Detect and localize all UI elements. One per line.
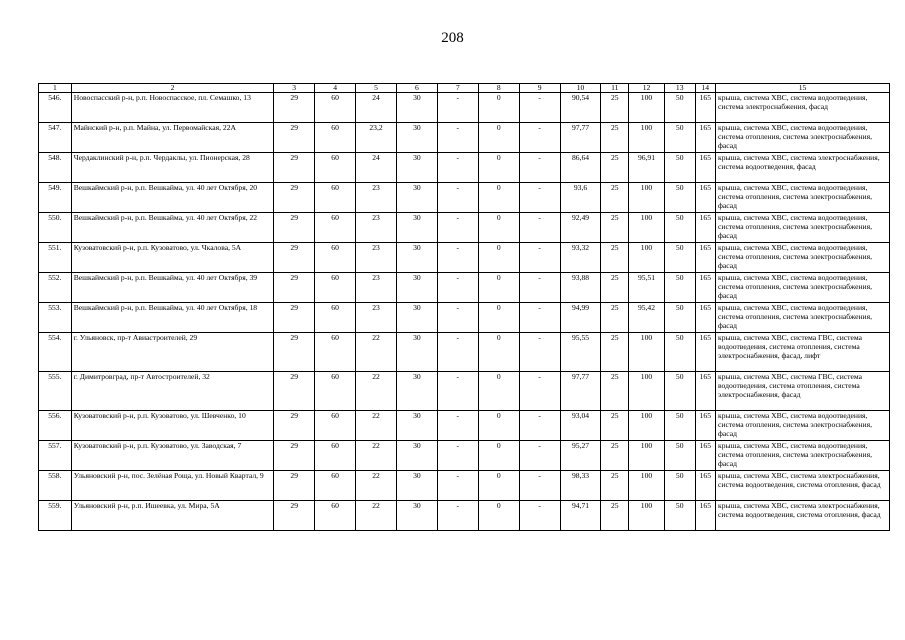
address-cell: Майнский р-н, р.п. Майна, ул. Первомайская, 22А bbox=[71, 123, 274, 153]
housing-repair-table bbox=[38, 83, 890, 531]
value-cell-c9: - bbox=[519, 411, 560, 441]
value-cell-c8: 0 bbox=[478, 303, 519, 333]
value-cell-c4: 60 bbox=[315, 303, 356, 333]
table-row bbox=[39, 93, 890, 123]
value-cell-c7: - bbox=[437, 93, 478, 123]
value-cell-c11: 25 bbox=[601, 183, 629, 213]
value-cell-c10: 97,77 bbox=[560, 372, 601, 411]
works-cell: крыша, система ХВС, система водоотведения, система отопления, система электроснабжения, фасад bbox=[716, 411, 890, 441]
header-cell: 15 bbox=[716, 84, 890, 93]
value-cell-c7: - bbox=[437, 243, 478, 273]
value-cell-c6: 30 bbox=[396, 123, 437, 153]
works-cell: крыша, система ХВС, система водоотведения, система отопления, система электроснабжения, фасад bbox=[716, 303, 890, 333]
value-cell-c8: 0 bbox=[478, 333, 519, 372]
row-number: 549. bbox=[39, 183, 72, 213]
value-cell-c4: 60 bbox=[315, 213, 356, 243]
value-cell-c7: - bbox=[437, 153, 478, 183]
table-row bbox=[39, 333, 890, 372]
value-cell-c12: 100 bbox=[629, 372, 665, 411]
value-cell-c11: 25 bbox=[601, 273, 629, 303]
header-cell: 7 bbox=[437, 84, 478, 93]
address-cell: Вешкаймский р-н, р.п. Вешкайма, ул. 40 лет Октября, 20 bbox=[71, 183, 274, 213]
row-number: 546. bbox=[39, 93, 72, 123]
value-cell-c5: 23 bbox=[356, 303, 397, 333]
value-cell-c7: - bbox=[437, 471, 478, 501]
row-number: 553. bbox=[39, 303, 72, 333]
value-cell-c8: 0 bbox=[478, 501, 519, 531]
value-cell-c5: 24 bbox=[356, 93, 397, 123]
row-number: 554. bbox=[39, 333, 72, 372]
value-cell-c3: 29 bbox=[274, 441, 315, 471]
works-cell: крыша, система ХВС, система водоотведения, система отопления, система электроснабжения, фасад bbox=[716, 273, 890, 303]
value-cell-c5: 23 bbox=[356, 213, 397, 243]
works-cell: крыша, система ХВС, система водоотведения, система отопления, система электроснабжения, фасад bbox=[716, 123, 890, 153]
value-cell-c4: 60 bbox=[315, 153, 356, 183]
header-cell: 11 bbox=[601, 84, 629, 93]
value-cell-c8: 0 bbox=[478, 243, 519, 273]
row-number: 556. bbox=[39, 411, 72, 441]
value-cell-c6: 30 bbox=[396, 471, 437, 501]
value-cell-c7: - bbox=[437, 183, 478, 213]
value-cell-c12: 100 bbox=[629, 213, 665, 243]
value-cell-c13: 50 bbox=[664, 153, 695, 183]
value-cell-c11: 25 bbox=[601, 501, 629, 531]
value-cell-c5: 24 bbox=[356, 153, 397, 183]
value-cell-c9: - bbox=[519, 441, 560, 471]
address-cell: Кузоватовский р-н, р.п. Кузоватово, ул. Заводская, 7 bbox=[71, 441, 274, 471]
value-cell-c10: 97,77 bbox=[560, 123, 601, 153]
value-cell-c9: - bbox=[519, 333, 560, 372]
address-cell: Вешкаймский р-н, р.п. Вешкайма, ул. 40 лет Октября, 22 bbox=[71, 213, 274, 243]
value-cell-c11: 25 bbox=[601, 123, 629, 153]
value-cell-c10: 98,33 bbox=[560, 471, 601, 501]
value-cell-c12: 100 bbox=[629, 93, 665, 123]
value-cell-c7: - bbox=[437, 303, 478, 333]
address-cell: Кузоватовский р-н, р.п. Кузоватово, ул. Шевченко, 10 bbox=[71, 411, 274, 441]
value-cell-c9: - bbox=[519, 273, 560, 303]
value-cell-c9: - bbox=[519, 123, 560, 153]
value-cell-c14: 165 bbox=[695, 153, 715, 183]
value-cell-c8: 0 bbox=[478, 123, 519, 153]
value-cell-c11: 25 bbox=[601, 411, 629, 441]
value-cell-c11: 25 bbox=[601, 93, 629, 123]
table-body bbox=[39, 84, 890, 531]
value-cell-c7: - bbox=[437, 411, 478, 441]
works-cell: крыша, система ХВС, система ГВС, система водоотведения, система отопления, система электроснабжения, фасад bbox=[716, 372, 890, 411]
value-cell-c3: 29 bbox=[274, 93, 315, 123]
address-cell: Вешкаймский р-н, р.п. Вешкайма, ул. 40 лет Октября, 39 bbox=[71, 273, 274, 303]
value-cell-c12: 100 bbox=[629, 441, 665, 471]
value-cell-c8: 0 bbox=[478, 273, 519, 303]
address-cell: Чердаклинский р-н, р.п. Чердаклы, ул. Пионерская, 28 bbox=[71, 153, 274, 183]
value-cell-c13: 50 bbox=[664, 123, 695, 153]
value-cell-c4: 60 bbox=[315, 333, 356, 372]
value-cell-c12: 100 bbox=[629, 471, 665, 501]
value-cell-c11: 25 bbox=[601, 372, 629, 411]
works-cell: крыша, система ХВС, система водоотведения, система отопления, система электроснабжения, фасад bbox=[716, 441, 890, 471]
works-cell: крыша, система ХВС, система электроснабжения, система водоотведения, фасад bbox=[716, 153, 890, 183]
value-cell-c14: 165 bbox=[695, 501, 715, 531]
value-cell-c5: 23 bbox=[356, 243, 397, 273]
works-cell: крыша, система ХВС, система водоотведения, система отопления, система электроснабжения, фасад bbox=[716, 243, 890, 273]
value-cell-c13: 50 bbox=[664, 471, 695, 501]
value-cell-c14: 165 bbox=[695, 372, 715, 411]
value-cell-c10: 93,6 bbox=[560, 183, 601, 213]
row-number: 557. bbox=[39, 441, 72, 471]
value-cell-c6: 30 bbox=[396, 372, 437, 411]
value-cell-c8: 0 bbox=[478, 441, 519, 471]
value-cell-c7: - bbox=[437, 273, 478, 303]
value-cell-c4: 60 bbox=[315, 243, 356, 273]
value-cell-c14: 165 bbox=[695, 303, 715, 333]
value-cell-c3: 29 bbox=[274, 303, 315, 333]
value-cell-c3: 29 bbox=[274, 153, 315, 183]
value-cell-c14: 165 bbox=[695, 183, 715, 213]
value-cell-c14: 165 bbox=[695, 93, 715, 123]
value-cell-c7: - bbox=[437, 333, 478, 372]
value-cell-c4: 60 bbox=[315, 273, 356, 303]
value-cell-c7: - bbox=[437, 372, 478, 411]
address-cell: Новоспасский р-н, р.п. Новоспасское, пл. Семашко, 13 bbox=[71, 93, 274, 123]
value-cell-c14: 165 bbox=[695, 273, 715, 303]
value-cell-c5: 22 bbox=[356, 333, 397, 372]
value-cell-c3: 29 bbox=[274, 183, 315, 213]
address-cell: г. Димитровград, пр-т Автостроителей, 32 bbox=[71, 372, 274, 411]
value-cell-c3: 29 bbox=[274, 123, 315, 153]
value-cell-c13: 50 bbox=[664, 441, 695, 471]
value-cell-c10: 90,54 bbox=[560, 93, 601, 123]
value-cell-c14: 165 bbox=[695, 213, 715, 243]
value-cell-c6: 30 bbox=[396, 213, 437, 243]
value-cell-c6: 30 bbox=[396, 93, 437, 123]
value-cell-c11: 25 bbox=[601, 213, 629, 243]
address-cell: г. Ульяновск, пр-т Авиастроителей, 29 bbox=[71, 333, 274, 372]
header-cell: 6 bbox=[396, 84, 437, 93]
page-number: 208 bbox=[441, 30, 464, 46]
value-cell-c14: 165 bbox=[695, 123, 715, 153]
value-cell-c5: 23,2 bbox=[356, 123, 397, 153]
value-cell-c7: - bbox=[437, 213, 478, 243]
table-row bbox=[39, 243, 890, 273]
value-cell-c10: 86,64 bbox=[560, 153, 601, 183]
value-cell-c6: 30 bbox=[396, 411, 437, 441]
value-cell-c14: 165 bbox=[695, 333, 715, 372]
value-cell-c4: 60 bbox=[315, 411, 356, 441]
value-cell-c8: 0 bbox=[478, 372, 519, 411]
value-cell-c13: 50 bbox=[664, 273, 695, 303]
table-row bbox=[39, 303, 890, 333]
value-cell-c6: 30 bbox=[396, 333, 437, 372]
row-number: 547. bbox=[39, 123, 72, 153]
works-cell: крыша, система ХВС, система электроснабжения, система водоотведения, система отопления, фасад bbox=[716, 501, 890, 531]
value-cell-c3: 29 bbox=[274, 372, 315, 411]
value-cell-c6: 30 bbox=[396, 183, 437, 213]
value-cell-c11: 25 bbox=[601, 303, 629, 333]
address-cell: Ульяновский р-н, р.п. Ишеевка, ул. Мира, 5А bbox=[71, 501, 274, 531]
value-cell-c10: 93,32 bbox=[560, 243, 601, 273]
value-cell-c14: 165 bbox=[695, 441, 715, 471]
header-cell: 8 bbox=[478, 84, 519, 93]
table-row bbox=[39, 501, 890, 531]
table-row bbox=[39, 411, 890, 441]
value-cell-c7: - bbox=[437, 123, 478, 153]
value-cell-c8: 0 bbox=[478, 471, 519, 501]
value-cell-c5: 22 bbox=[356, 441, 397, 471]
value-cell-c9: - bbox=[519, 372, 560, 411]
row-number: 558. bbox=[39, 471, 72, 501]
value-cell-c13: 50 bbox=[664, 243, 695, 273]
value-cell-c9: - bbox=[519, 153, 560, 183]
value-cell-c5: 22 bbox=[356, 501, 397, 531]
value-cell-c4: 60 bbox=[315, 123, 356, 153]
address-cell: Вешкаймский р-н, р.п. Вешкайма, ул. 40 лет Октября, 18 bbox=[71, 303, 274, 333]
value-cell-c13: 50 bbox=[664, 213, 695, 243]
value-cell-c10: 93,88 bbox=[560, 273, 601, 303]
row-number: 555. bbox=[39, 372, 72, 411]
row-number: 550. bbox=[39, 213, 72, 243]
value-cell-c4: 60 bbox=[315, 372, 356, 411]
value-cell-c8: 0 bbox=[478, 93, 519, 123]
value-cell-c3: 29 bbox=[274, 501, 315, 531]
row-number: 552. bbox=[39, 273, 72, 303]
table-row bbox=[39, 471, 890, 501]
header-cell: 12 bbox=[629, 84, 665, 93]
value-cell-c11: 25 bbox=[601, 243, 629, 273]
value-cell-c13: 50 bbox=[664, 303, 695, 333]
value-cell-c6: 30 bbox=[396, 243, 437, 273]
value-cell-c10: 92,49 bbox=[560, 213, 601, 243]
value-cell-c5: 22 bbox=[356, 471, 397, 501]
value-cell-c3: 29 bbox=[274, 333, 315, 372]
table-row bbox=[39, 213, 890, 243]
value-cell-c9: - bbox=[519, 303, 560, 333]
value-cell-c9: - bbox=[519, 471, 560, 501]
address-cell: Ульяновский р-н, пос. Зелёная Роща, ул. Новый Квартал, 9 bbox=[71, 471, 274, 501]
value-cell-c5: 22 bbox=[356, 411, 397, 441]
value-cell-c7: - bbox=[437, 441, 478, 471]
row-number: 559. bbox=[39, 501, 72, 531]
header-cell: 10 bbox=[560, 84, 601, 93]
value-cell-c13: 50 bbox=[664, 501, 695, 531]
header-cell: 3 bbox=[274, 84, 315, 93]
value-cell-c3: 29 bbox=[274, 411, 315, 441]
value-cell-c4: 60 bbox=[315, 183, 356, 213]
value-cell-c9: - bbox=[519, 183, 560, 213]
value-cell-c14: 165 bbox=[695, 471, 715, 501]
value-cell-c3: 29 bbox=[274, 273, 315, 303]
value-cell-c6: 30 bbox=[396, 501, 437, 531]
address-cell: Кузоватовский р-н, р.п. Кузоватово, ул. Чкалова, 5А bbox=[71, 243, 274, 273]
works-cell: крыша, система ХВС, система водоотведения, система отопления, система электроснабжения, фасад bbox=[716, 213, 890, 243]
value-cell-c6: 30 bbox=[396, 153, 437, 183]
value-cell-c13: 50 bbox=[664, 93, 695, 123]
value-cell-c14: 165 bbox=[695, 411, 715, 441]
value-cell-c4: 60 bbox=[315, 471, 356, 501]
value-cell-c4: 60 bbox=[315, 441, 356, 471]
value-cell-c12: 100 bbox=[629, 411, 665, 441]
value-cell-c11: 25 bbox=[601, 471, 629, 501]
table-row bbox=[39, 372, 890, 411]
value-cell-c9: - bbox=[519, 243, 560, 273]
value-cell-c3: 29 bbox=[274, 243, 315, 273]
value-cell-c4: 60 bbox=[315, 501, 356, 531]
header-row bbox=[39, 84, 890, 93]
value-cell-c12: 95,51 bbox=[629, 273, 665, 303]
value-cell-c12: 100 bbox=[629, 123, 665, 153]
value-cell-c14: 165 bbox=[695, 243, 715, 273]
value-cell-c12: 100 bbox=[629, 243, 665, 273]
value-cell-c6: 30 bbox=[396, 273, 437, 303]
header-cell: 13 bbox=[664, 84, 695, 93]
value-cell-c13: 50 bbox=[664, 372, 695, 411]
value-cell-c9: - bbox=[519, 501, 560, 531]
value-cell-c10: 94,71 bbox=[560, 501, 601, 531]
header-cell: 5 bbox=[356, 84, 397, 93]
value-cell-c8: 0 bbox=[478, 411, 519, 441]
table-row bbox=[39, 273, 890, 303]
value-cell-c5: 23 bbox=[356, 183, 397, 213]
value-cell-c10: 95,55 bbox=[560, 333, 601, 372]
value-cell-c9: - bbox=[519, 213, 560, 243]
value-cell-c8: 0 bbox=[478, 183, 519, 213]
value-cell-c4: 60 bbox=[315, 93, 356, 123]
value-cell-c12: 96,91 bbox=[629, 153, 665, 183]
value-cell-c8: 0 bbox=[478, 153, 519, 183]
value-cell-c13: 50 bbox=[664, 333, 695, 372]
table-row bbox=[39, 183, 890, 213]
value-cell-c11: 25 bbox=[601, 441, 629, 471]
works-cell: крыша, система ХВС, система водоотведения, система электроснабжения, фасад bbox=[716, 93, 890, 123]
value-cell-c13: 50 bbox=[664, 183, 695, 213]
header-cell: 9 bbox=[519, 84, 560, 93]
table-row bbox=[39, 153, 890, 183]
works-cell: крыша, система ХВС, система ГВС, система водоотведения, система отопления, система электроснабжения, фасад, лифт bbox=[716, 333, 890, 372]
value-cell-c5: 22 bbox=[356, 372, 397, 411]
value-cell-c11: 25 bbox=[601, 333, 629, 372]
value-cell-c8: 0 bbox=[478, 213, 519, 243]
value-cell-c5: 23 bbox=[356, 273, 397, 303]
value-cell-c3: 29 bbox=[274, 471, 315, 501]
value-cell-c9: - bbox=[519, 93, 560, 123]
value-cell-c12: 100 bbox=[629, 501, 665, 531]
value-cell-c12: 95,42 bbox=[629, 303, 665, 333]
row-number: 548. bbox=[39, 153, 72, 183]
value-cell-c7: - bbox=[437, 501, 478, 531]
works-cell: крыша, система ХВС, система водоотведения, система отопления, система электроснабжения, фасад bbox=[716, 183, 890, 213]
value-cell-c12: 100 bbox=[629, 333, 665, 372]
value-cell-c11: 25 bbox=[601, 153, 629, 183]
value-cell-c12: 100 bbox=[629, 183, 665, 213]
table-row bbox=[39, 123, 890, 153]
works-cell: крыша, система ХВС, система электроснабжения, система водоотведения, система отопления, фасад bbox=[716, 471, 890, 501]
row-number: 551. bbox=[39, 243, 72, 273]
header-cell: 1 bbox=[39, 84, 72, 93]
value-cell-c6: 30 bbox=[396, 441, 437, 471]
header-cell: 4 bbox=[315, 84, 356, 93]
value-cell-c10: 94,99 bbox=[560, 303, 601, 333]
header-cell: 2 bbox=[71, 84, 274, 93]
header-cell: 14 bbox=[695, 84, 715, 93]
table-row bbox=[39, 441, 890, 471]
value-cell-c6: 30 bbox=[396, 303, 437, 333]
value-cell-c10: 93,04 bbox=[560, 411, 601, 441]
value-cell-c3: 29 bbox=[274, 213, 315, 243]
value-cell-c10: 95,27 bbox=[560, 441, 601, 471]
value-cell-c13: 50 bbox=[664, 411, 695, 441]
